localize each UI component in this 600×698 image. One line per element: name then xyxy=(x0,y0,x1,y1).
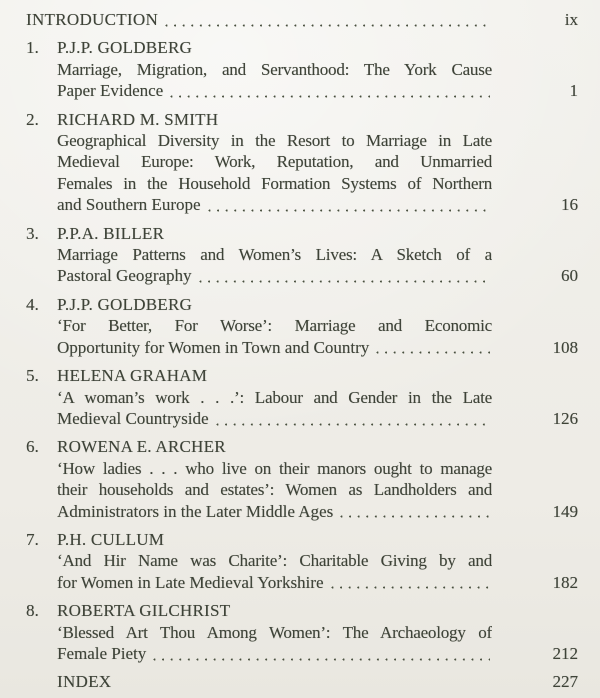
page-number-column xyxy=(492,365,578,429)
entry-title-line: ‘And Hir Name was Charite’: Charitable Giving by and xyxy=(57,551,492,571)
dot-leader xyxy=(199,265,490,286)
entry-title-lastline xyxy=(57,337,492,358)
entry-content xyxy=(57,365,492,429)
index-line xyxy=(57,671,492,692)
dot-leader xyxy=(216,408,490,429)
entry-page-number: 126 xyxy=(552,408,578,428)
toc-intro-row xyxy=(26,9,578,30)
entry-title-lastline xyxy=(57,501,492,522)
toc-entry xyxy=(26,436,578,522)
entry-title-lastline xyxy=(57,408,492,429)
entry-page-number: 108 xyxy=(552,337,578,357)
entry-author: P.J.P. GOLDBERG xyxy=(57,38,193,58)
entry-title-line: ‘For Better, For Worse’: Marriage and Economic xyxy=(57,316,492,336)
entry-page-number: 149 xyxy=(552,501,578,521)
entry-content xyxy=(57,294,492,358)
entry-title-end: Medieval Countryside xyxy=(57,408,209,428)
entry-title-lastline xyxy=(57,80,492,101)
dot-leader xyxy=(376,337,490,358)
entry-title-line: their households and estates’: Women as Landholders and xyxy=(57,480,492,500)
entry-title-lastline xyxy=(57,194,492,215)
entry-title-line: Marriage Patterns and Women’s Lives: A Sketch of a xyxy=(57,245,492,265)
entry-page-number: 16 xyxy=(561,195,578,215)
index-page-number: 227 xyxy=(552,672,578,692)
toc-entry xyxy=(26,223,578,287)
page-number-column xyxy=(492,671,578,692)
entry-number: 7. xyxy=(26,529,39,549)
toc-index-row xyxy=(26,671,578,692)
entry-page-number: 60 xyxy=(561,266,578,286)
dot-leader xyxy=(340,501,490,522)
entry-content xyxy=(57,223,492,287)
entry-page-number: 212 xyxy=(552,643,578,663)
entry-page-number: 182 xyxy=(552,572,578,592)
entry-title-line: Medieval Europe: Work, Reputation, and Unmarried xyxy=(57,152,492,172)
toc-entry xyxy=(26,365,578,429)
index-label: INDEX xyxy=(57,672,112,692)
entry-title-lastline xyxy=(57,265,492,286)
entry-number: 5. xyxy=(26,366,39,386)
entry-number: 3. xyxy=(26,223,39,243)
toc-entry xyxy=(26,600,578,664)
toc-entry xyxy=(26,37,578,101)
entry-title-lastline xyxy=(57,572,492,593)
dot-leader xyxy=(331,572,491,593)
entry-author: P.H. CULLUM xyxy=(57,529,165,549)
entry-number: 8. xyxy=(26,601,39,621)
page-number-column xyxy=(492,109,578,216)
entry-title-lastline xyxy=(57,643,492,664)
toc-entry xyxy=(26,109,578,216)
page-number-column xyxy=(492,37,578,101)
entry-content xyxy=(57,37,492,101)
entry-content xyxy=(57,109,492,216)
entry-title-end: Paper Evidence xyxy=(57,81,164,101)
entry-title-line: Females in the Household Formation Systems of Northern xyxy=(57,173,492,193)
index-content xyxy=(57,671,492,692)
entry-title-end: for Women in Late Medieval Yorkshire xyxy=(57,572,324,592)
entry-author: P.J.P. GOLDBERG xyxy=(57,294,193,314)
entry-number: 6. xyxy=(26,437,39,457)
entry-author: P.P.A. BILLER xyxy=(57,223,165,243)
entry-number: 4. xyxy=(26,294,39,314)
page-number-column xyxy=(492,223,578,287)
entry-title-line: Marriage, Migration, and Servanthood: The York Cause xyxy=(57,59,492,79)
dot-leader xyxy=(153,643,490,664)
page-number-column xyxy=(492,600,578,664)
entry-author: ROWENA E. ARCHER xyxy=(57,437,226,457)
entry-title-line: Geographical Diversity in the Resort to Marriage in Late xyxy=(57,131,492,151)
entry-author: ROBERTA GILCHRIST xyxy=(57,601,231,621)
entry-number: 1. xyxy=(26,38,39,58)
entry-title-end: Opportunity for Women in Town and Country xyxy=(57,337,370,357)
dot-leader xyxy=(165,9,490,30)
toc-entry xyxy=(26,529,578,593)
entry-content xyxy=(57,529,492,593)
entry-title-end: Female Piety xyxy=(57,643,147,663)
page-number-column xyxy=(492,294,578,358)
entry-content xyxy=(57,436,492,522)
intro-page-number: ix xyxy=(564,10,578,29)
toc-entry xyxy=(26,294,578,358)
page-number-column xyxy=(492,9,578,30)
dot-leader xyxy=(208,194,490,215)
entry-number-spacer xyxy=(26,671,57,692)
intro-label: INTRODUCTION xyxy=(26,10,159,29)
entry-author: RICHARD M. SMITH xyxy=(57,109,219,129)
entry-content xyxy=(57,600,492,664)
entry-title-end: Pastoral Geography xyxy=(57,266,192,286)
intro-content xyxy=(26,9,492,30)
intro-line xyxy=(26,9,492,30)
page-number-column xyxy=(492,529,578,593)
entry-title-end: and Southern Europe xyxy=(57,195,201,215)
entry-author: HELENA GRAHAM xyxy=(57,366,208,386)
page-number-column xyxy=(492,436,578,522)
entry-title-line: ‘A woman’s work . . .’: Labour and Gender in the Late xyxy=(57,387,492,407)
entry-number: 2. xyxy=(26,109,39,129)
dot-leader xyxy=(170,80,490,101)
entry-page-number: 1 xyxy=(569,81,578,101)
entry-title-end: Administrators in the Later Middle Ages xyxy=(57,501,334,521)
entry-title-line: ‘How ladies . . . who live on their manors ought to manage xyxy=(57,458,492,478)
entry-title-line: ‘Blessed Art Thou Among Women’: The Archaeology of xyxy=(57,622,492,642)
